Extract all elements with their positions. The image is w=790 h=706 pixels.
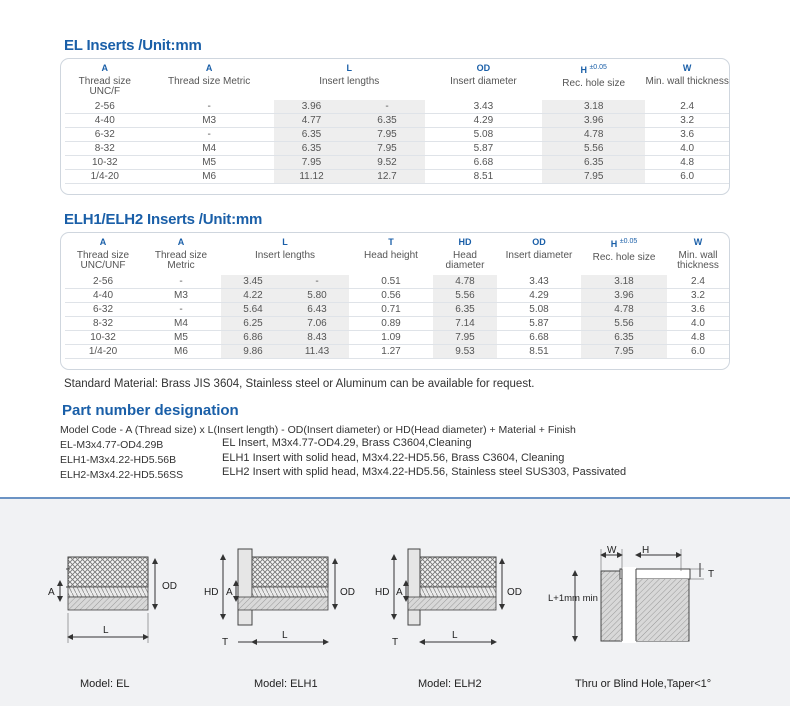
table-row (65, 170, 729, 184)
table-cell: 4.8 (667, 331, 729, 345)
table-row (65, 114, 729, 128)
table-cell: 3.43 (425, 100, 542, 114)
elh2-od-label: OD (507, 587, 522, 598)
table-cell: 9.53 (433, 345, 497, 359)
elh-table-title: ELH1/ELH2 Inserts /Unit:mm (64, 211, 263, 228)
table-cell: - (349, 100, 425, 114)
example-desc-elh1: ELH1 Insert with solid head, M3x4.22-HD5.56, Brass C3604, Cleaning (222, 452, 565, 464)
table-cell: 3.96 (274, 100, 350, 114)
header-min-wall-thickness: W Min. wall thickness (677, 237, 719, 271)
table-cell: 6.68 (497, 331, 581, 345)
table-cell: 11.43 (285, 345, 349, 359)
table-cell: 2.4 (667, 275, 729, 289)
caption-elh1: Model: ELH1 (254, 678, 318, 690)
table-cell: 6.35 (274, 128, 350, 142)
table-cell: 8-32 (65, 142, 145, 156)
header-thread-size-metric: A Thread size Metric (168, 63, 251, 87)
hole-lmin-label: L+1mm min (548, 593, 598, 604)
header-min-wall-thickness: W Min. wall thickness (645, 63, 729, 87)
elh1-l-label: L (282, 630, 288, 641)
header-insert-diameter: OD Insert diameter (505, 237, 573, 261)
elh2-insert-diagram (375, 549, 522, 648)
header-rec-hole-size: H $^{\pm 0.05}$ Rec. hole size (562, 64, 626, 89)
table-cell: 7.95 (349, 142, 425, 156)
table-cell: 4.29 (497, 289, 581, 303)
table-cell: 4.29 (425, 114, 542, 128)
header-thread-size-unc: A Thread size UNC/F (78, 63, 131, 97)
elh2-hd-label: HD (375, 587, 390, 598)
table-cell: 0.89 (349, 317, 433, 331)
table-cell: 12.7 (349, 170, 425, 184)
table-cell: 4.78 (542, 128, 645, 142)
table-cell: 6.0 (667, 345, 729, 359)
elh-spec-table (65, 237, 729, 359)
header-thread-size-metric: A Thread size Metric (154, 237, 208, 271)
table-cell: 3.6 (667, 303, 729, 317)
table-cell: 6-32 (65, 128, 145, 142)
table-row (65, 142, 729, 156)
table-cell: M5 (141, 331, 221, 345)
header-rec-hole-size: H $^{\pm 0.05}$ Rec. hole size (592, 238, 656, 263)
table-cell: 3.18 (542, 100, 645, 114)
table-cell: M3 (141, 289, 221, 303)
table-cell: 7.95 (274, 156, 350, 170)
table-cell: 6.68 (425, 156, 542, 170)
table-cell: 5.08 (497, 303, 581, 317)
table-cell: 7.95 (542, 170, 645, 184)
table-cell: 7.95 (349, 128, 425, 142)
table-cell: 11.12 (274, 170, 350, 184)
table-row (65, 303, 729, 317)
elh1-t-label: T (222, 637, 229, 648)
table-cell: 7.06 (285, 317, 349, 331)
table-cell: M3 (145, 114, 274, 128)
table-cell: 5.56 (581, 317, 667, 331)
el-a-label: A (48, 587, 55, 598)
table-cell: 0.56 (349, 289, 433, 303)
table-cell: 7.14 (433, 317, 497, 331)
el-table-panel (60, 58, 730, 195)
table-cell: 3.2 (645, 114, 729, 128)
table-cell: 6.35 (581, 331, 667, 345)
table-cell: 6.43 (285, 303, 349, 317)
elh1-hd-label: HD (204, 587, 219, 598)
table-cell: 5.87 (425, 142, 542, 156)
table-row (65, 331, 729, 345)
table-cell: 2.4 (645, 100, 729, 114)
caption-hole: Thru or Blind Hole,Taper<1° (575, 678, 712, 690)
table-cell: 4.0 (667, 317, 729, 331)
header-thread-size-unc: A Thread size UNC/UNF (76, 237, 130, 271)
table-cell: 1/4-20 (65, 170, 145, 184)
table-row (65, 128, 729, 142)
table-cell: 1.27 (349, 345, 433, 359)
example-desc-elh2: ELH2 Insert with splid head, M3x4.22-HD5.56, Stainless steel SUS303, Passivated (222, 466, 627, 478)
table-cell: 2-56 (65, 100, 145, 114)
table-cell: 0.51 (349, 275, 433, 289)
elh1-insert-diagram (204, 549, 355, 648)
table-cell: - (141, 275, 221, 289)
table-cell: 6.86 (221, 331, 285, 345)
table-cell: 4.78 (581, 303, 667, 317)
table-cell: 0.71 (349, 303, 433, 317)
table-cell: M6 (145, 170, 274, 184)
table-cell: 4.77 (274, 114, 350, 128)
table-row (65, 275, 729, 289)
el-insert-diagram (48, 557, 177, 643)
table-cell: 4-40 (65, 114, 145, 128)
table-cell: 6-32 (65, 303, 141, 317)
table-cell: 10-32 (65, 156, 145, 170)
elh2-a-label: A (396, 587, 403, 598)
table-cell: 6.35 (433, 303, 497, 317)
table-cell: 6.35 (274, 142, 350, 156)
table-cell: M4 (141, 317, 221, 331)
table-cell: 7.95 (433, 331, 497, 345)
table-cell: 1/4-20 (65, 345, 141, 359)
elh2-l-label: L (452, 630, 458, 641)
table-cell: 3.6 (645, 128, 729, 142)
hole-diagram (548, 545, 714, 643)
table-cell: 10-32 (65, 331, 141, 345)
hole-t-label: T (708, 569, 715, 580)
table-cell: 9.86 (221, 345, 285, 359)
hole-w-label: W (607, 545, 617, 556)
material-note: Standard Material: Brass JIS 3604, Stainless steel or Aluminum can be available for request. (64, 378, 535, 390)
table-cell: 3.45 (221, 275, 285, 289)
table-cell: - (145, 100, 274, 114)
table-cell: 8-32 (65, 317, 141, 331)
header-insert-diameter: OD Insert diameter (450, 63, 517, 87)
header-head-diameter: HD Head diameter (445, 237, 485, 271)
table-cell: 3.96 (581, 289, 667, 303)
table-cell: M5 (145, 156, 274, 170)
header-head-height: T Head height (364, 237, 418, 261)
table-cell: 7.95 (581, 345, 667, 359)
table-cell: 5.56 (542, 142, 645, 156)
diagram-svg (0, 497, 790, 706)
el-table-title: EL Inserts /Unit:mm (64, 37, 202, 54)
table-row (65, 289, 729, 303)
table-cell: 8.43 (285, 331, 349, 345)
table-cell: - (141, 303, 221, 317)
caption-elh2: Model: ELH2 (418, 678, 482, 690)
table-cell: - (145, 128, 274, 142)
table-cell: 3.18 (581, 275, 667, 289)
table-row (65, 100, 729, 114)
example-code-elh2: ELH2-M3x4.22-HD5.56SS (60, 469, 184, 481)
table-cell: M4 (145, 142, 274, 156)
table-cell: 4.22 (221, 289, 285, 303)
table-cell: 6.35 (349, 114, 425, 128)
header-insert-lengths: L Insert lengths (319, 63, 380, 87)
table-row (65, 156, 729, 170)
table-cell: M6 (141, 345, 221, 359)
elh1-a-label: A (226, 587, 233, 598)
table-cell: 4-40 (65, 289, 141, 303)
table-cell: 4.8 (645, 156, 729, 170)
el-spec-table (65, 63, 729, 184)
header-insert-lengths: L Insert lengths (254, 237, 316, 261)
table-cell: 6.25 (221, 317, 285, 331)
table-cell: 5.08 (425, 128, 542, 142)
elh1-od-label: OD (340, 587, 355, 598)
table-cell: 5.56 (433, 289, 497, 303)
table-cell: 6.0 (645, 170, 729, 184)
table-cell: 3.2 (667, 289, 729, 303)
table-cell: 9.52 (349, 156, 425, 170)
table-cell: 3.43 (497, 275, 581, 289)
table-cell: 5.87 (497, 317, 581, 331)
example-code-el: EL-M3x4.77-OD4.29B (60, 439, 164, 451)
table-cell: 8.51 (425, 170, 542, 184)
elh2-t-label: T (392, 637, 399, 648)
table-cell: 4.0 (645, 142, 729, 156)
part-number-title: Part number designation (62, 402, 239, 419)
table-cell: 1.09 (349, 331, 433, 345)
table-cell: 3.96 (542, 114, 645, 128)
table-cell: - (285, 275, 349, 289)
hole-h-label: H (642, 545, 650, 556)
el-od-label: OD (162, 581, 177, 592)
example-desc-el: EL Insert, M3x4.77-OD4.29, Brass C3604,Cleaning (222, 437, 472, 449)
table-row (65, 317, 729, 331)
table-cell: 5.64 (221, 303, 285, 317)
table-cell: 8.51 (497, 345, 581, 359)
table-cell: 6.35 (542, 156, 645, 170)
table-row (65, 345, 729, 359)
el-l-label: L (103, 625, 109, 636)
table-cell: 2-56 (65, 275, 141, 289)
example-code-elh1: ELH1-M3x4.22-HD5.56B (60, 454, 177, 466)
model-code-line: Model Code - A (Thread size) x L(Insert length) - OD(Insert diameter) or HD(Head diameter) + Material + Finish (60, 424, 576, 436)
elh-table-panel (60, 232, 730, 370)
table-cell: 4.78 (433, 275, 497, 289)
table-cell: 5.80 (285, 289, 349, 303)
caption-el: Model: EL (80, 678, 130, 690)
